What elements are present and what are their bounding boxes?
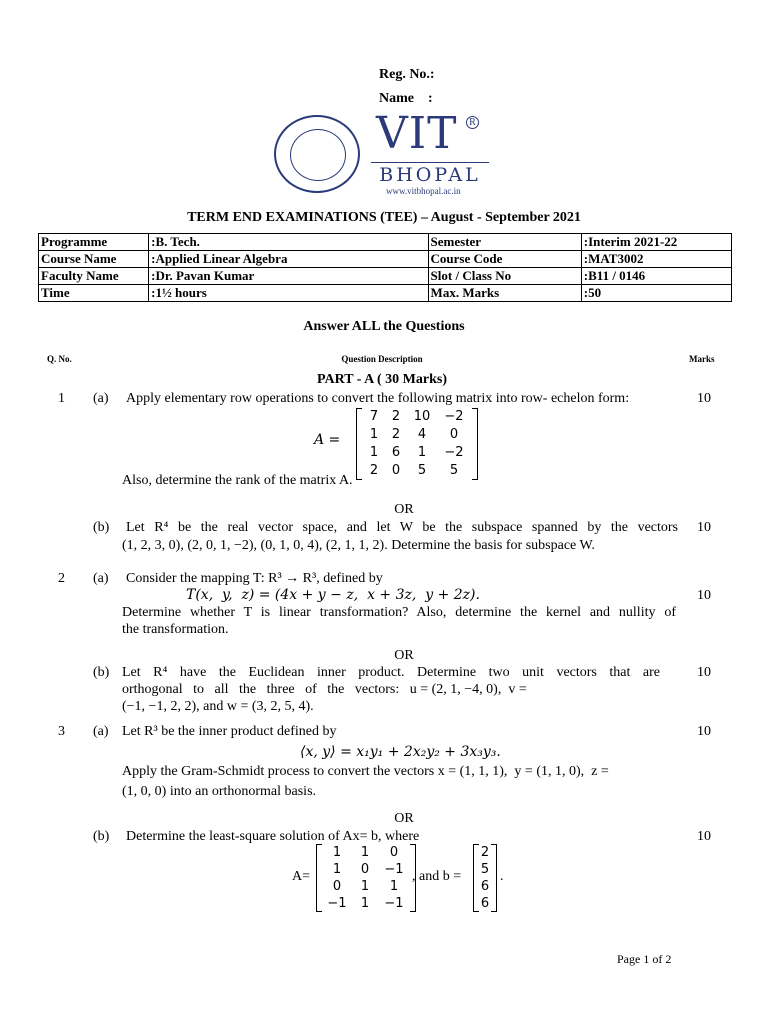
matrix-entry: 1 (369, 427, 379, 442)
matrix-entry: 0 (391, 463, 401, 478)
and-b-text: , and b = (412, 869, 462, 884)
matrix-entry: 0 (332, 879, 342, 894)
matrix-entry: 0 (389, 845, 399, 860)
q2a-marks: 10 (697, 588, 711, 603)
matrix-entry: 1 (332, 862, 342, 877)
table-cell: Programme (39, 234, 149, 251)
matrix-entry: 2 (391, 427, 401, 442)
col-qno: Q. No. (47, 354, 72, 364)
table-cell: B. Tech. (155, 234, 200, 249)
matrix-entry: 0 (449, 427, 459, 442)
table-cell: Interim 2021-22 (588, 234, 678, 249)
or-3: OR (394, 811, 414, 826)
matrix-entry: 2 (480, 845, 490, 860)
table-row: Faculty Name :Dr. Pavan Kumar Slot / Class No :B11 / 0146 (39, 268, 732, 285)
matrix-entry: 10 (413, 409, 431, 424)
q3a-line4: (1, 0, 0) into an orthonormal basis. (122, 784, 317, 799)
matrix-entry: 6 (480, 896, 490, 911)
q3b-line1: Determine the least-square solution of Ax= b, where (126, 829, 420, 844)
col-marks: Marks (689, 354, 715, 364)
q2a-line2: T(x, y, z) = (4x + y − z, x + 3z, y + 2z). (186, 587, 480, 603)
or-2: OR (394, 648, 414, 663)
matrix-entry: −1 (384, 862, 404, 877)
table-cell: B11 / 0146 (588, 268, 646, 283)
matrix-entry: 6 (480, 879, 490, 894)
matrix-a2 (316, 844, 416, 912)
q1b-line1: Let R⁴ be the real vector space, and let W be the subspace spanned by the vectors (126, 520, 678, 535)
q2a-line3: Determine whether T is linear transformation? Also, determine the kernel and nullity of (122, 605, 676, 620)
matrix-a2-label: A= (292, 869, 311, 884)
matrix-entry: −1 (327, 896, 347, 911)
q2b-line1: Let R⁴ have the Euclidean inner product. Determine two unit vectors that are (122, 665, 660, 680)
matrix-entry: −1 (384, 896, 404, 911)
q2b-line3: (−1, −1, 2, 2), and w = (3, 2, 5, 4). (122, 699, 314, 714)
page-number: Page 1 of 2 (617, 952, 672, 966)
matrix-entry: 0 (360, 862, 370, 877)
matrix-entry: 1 (369, 445, 379, 460)
matrix-a (356, 408, 478, 480)
matrix-a-label: A = (314, 432, 341, 448)
table-cell: MAT3002 (588, 251, 644, 266)
matrix-entry: 2 (369, 463, 379, 478)
table-cell: Course Code (428, 251, 581, 268)
matrix-entry: 1 (332, 845, 342, 860)
q3a-line1: Let R³ be the inner product defined by (122, 724, 337, 739)
matrix-entry: 1 (360, 896, 370, 911)
university-seal (274, 115, 360, 193)
course-info-table (38, 233, 732, 302)
or-1: OR (394, 502, 414, 517)
reg-no-label: Reg. No.: (379, 67, 435, 82)
table-row: Programme :B. Tech. Semester :Interim 2021-22 (39, 234, 732, 251)
table-cell: Dr. Pavan Kumar (155, 268, 255, 283)
matrix-entry: 5 (480, 862, 490, 877)
matrix-entry: −2 (444, 445, 464, 460)
q3a-line3: Apply the Gram-Schmidt process to convert the vectors x = (1, 1, 1), y = (1, 1, 0), z = (122, 764, 609, 779)
exam-title: TERM END EXAMINATIONS (TEE) – August - September 2021 (187, 210, 581, 225)
vit-logo: VIT (376, 108, 458, 159)
q2b-line2: orthogonal to all the three of the vectors: u = (2, 1, −4, 0), v = (122, 682, 527, 697)
part-a-heading: PART - A ( 30 Marks) (316, 372, 448, 387)
table-cell: 1½ hours (155, 285, 207, 300)
q1a-label: (a) (93, 391, 109, 406)
q2b-marks: 10 (697, 665, 711, 680)
q1b-line2: (1, 2, 3, 0), (2, 0, 1, −2), (0, 1, 0, 4), (2, 1, 1, 2). Determine the basis for subspace W. (122, 538, 595, 553)
q1a-marks: 10 (697, 391, 711, 406)
q3-number: 3 (58, 724, 65, 739)
period: . (500, 869, 504, 884)
table-cell: Time (39, 285, 149, 302)
q3a-line2: ⟨x, y⟩ = x₁y₁ + 2x₂y₂ + 3x₃y₃. (300, 744, 501, 760)
matrix-entry: 5 (449, 463, 459, 478)
logo-url: www.vitbhopal.ac.in (386, 186, 461, 196)
name-label: Name : (379, 91, 433, 106)
q1b-marks: 10 (697, 520, 711, 535)
table-cell: Semester (428, 234, 581, 251)
q3a-label: (a) (93, 724, 109, 739)
col-desc: Question Description (341, 354, 423, 364)
q3b-marks: 10 (697, 829, 711, 844)
q3b-label: (b) (93, 829, 110, 844)
table-row: Time :1½ hours Max. Marks :50 (39, 285, 732, 302)
q1b-label: (b) (93, 520, 110, 535)
matrix-entry: 1 (360, 845, 370, 860)
table-cell: Faculty Name (39, 268, 149, 285)
bhopal-logo: BHOPAL (371, 162, 489, 186)
matrix-entry: 2 (391, 409, 401, 424)
table-row: Course Name :Applied Linear Algebra Course Code :MAT3002 (39, 251, 732, 268)
q2a-label: (a) (93, 571, 109, 586)
matrix-entry: −2 (444, 409, 464, 424)
q1a-text2: Also, determine the rank of the matrix A. (122, 473, 353, 488)
q2-number: 2 (58, 571, 65, 586)
matrix-entry: 1 (389, 879, 399, 894)
matrix-entry: 6 (391, 445, 401, 460)
matrix-entry: 1 (360, 879, 370, 894)
q1-number: 1 (58, 391, 65, 406)
matrix-entry: 7 (369, 409, 379, 424)
table-cell: Course Name (39, 251, 149, 268)
matrix-entry: 4 (417, 427, 427, 442)
matrix-entry: 1 (417, 445, 427, 460)
q1a-text: Apply elementary row operations to convert the following matrix into row- echelon form: (126, 391, 630, 406)
q3a-marks: 10 (697, 724, 711, 739)
q2a-line1: Consider the mapping T: R³ → R³, defined by (126, 571, 383, 586)
vector-b (473, 844, 497, 912)
table-cell: Max. Marks (428, 285, 581, 302)
table-cell: 50 (588, 285, 602, 300)
matrix-entry: 5 (417, 463, 427, 478)
q2a-line4: the transformation. (122, 622, 229, 637)
registered-mark-icon: R (466, 116, 479, 129)
q2b-label: (b) (93, 665, 110, 680)
instructions: Answer ALL the Questions (303, 319, 465, 334)
table-cell: Slot / Class No (428, 268, 581, 285)
table-cell: Applied Linear Algebra (155, 251, 288, 266)
